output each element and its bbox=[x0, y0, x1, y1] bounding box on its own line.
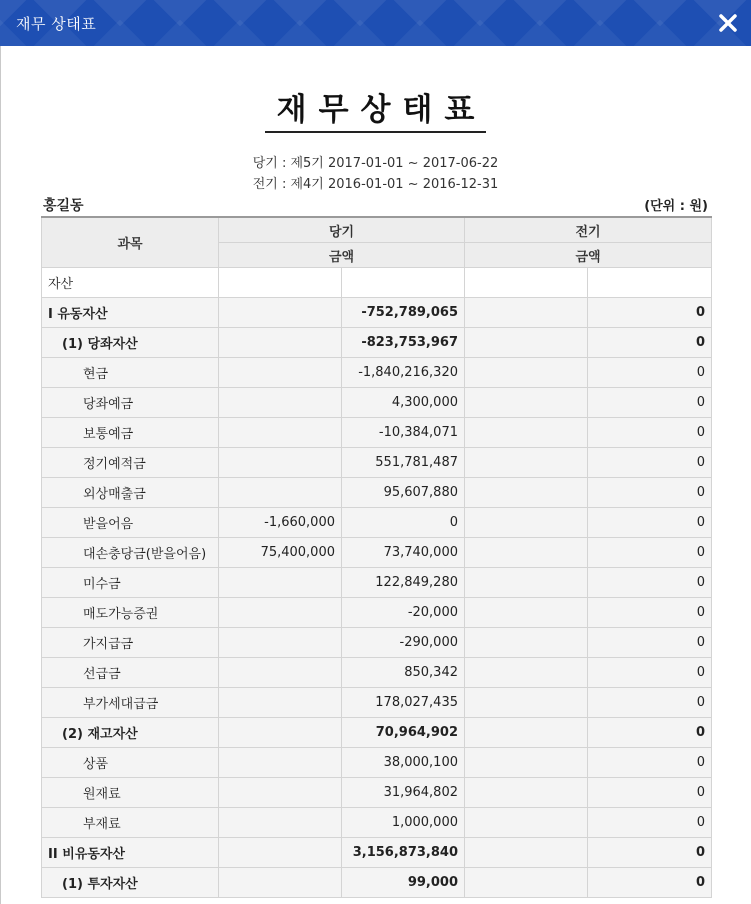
current-sub-amount-cell bbox=[219, 868, 342, 898]
table-row bbox=[42, 868, 712, 898]
prior-amount-cell: 0 bbox=[588, 388, 712, 418]
current-amount-cell: 38,000,100 bbox=[342, 748, 465, 778]
account-name-cell: 가지급금 bbox=[42, 628, 219, 658]
table-row bbox=[42, 538, 712, 568]
account-name-cell: II 비유동자산 bbox=[42, 838, 219, 868]
prior-sub-amount-cell bbox=[465, 448, 588, 478]
current-amount-cell: -10,384,071 bbox=[342, 418, 465, 448]
table-row bbox=[42, 628, 712, 658]
account-name-cell: 부재료 bbox=[42, 808, 219, 838]
prior-amount-cell: 0 bbox=[588, 628, 712, 658]
table-row bbox=[42, 298, 712, 328]
current-amount-cell: 3,156,873,840 bbox=[342, 838, 465, 868]
current-amount-cell: 4,300,000 bbox=[342, 388, 465, 418]
table-row bbox=[42, 838, 712, 868]
prior-amount-cell: 0 bbox=[588, 658, 712, 688]
table-row bbox=[42, 418, 712, 448]
current-amount-cell: 178,027,435 bbox=[342, 688, 465, 718]
current-sub-amount-cell bbox=[219, 658, 342, 688]
window-title: 재무 상태표 bbox=[16, 15, 97, 33]
account-name-cell: 외상매출금 bbox=[42, 478, 219, 508]
current-sub-amount-cell: -1,660,000 bbox=[219, 508, 342, 538]
account-name-cell: (2) 재고자산 bbox=[42, 718, 219, 748]
document-title: 재무상태표 bbox=[265, 84, 487, 133]
balance-sheet-table bbox=[41, 216, 712, 898]
prior-amount-cell: 0 bbox=[588, 748, 712, 778]
prior-sub-amount-cell bbox=[465, 868, 588, 898]
table-row bbox=[42, 598, 712, 628]
prior-sub-amount-cell bbox=[465, 688, 588, 718]
current-period: 당기 : 제5기 2017-01-01 ~ 2017-06-22 bbox=[252, 156, 499, 171]
prior-sub-amount-cell bbox=[465, 748, 588, 778]
current-sub-amount-cell bbox=[219, 748, 342, 778]
prior-sub-amount-cell bbox=[465, 568, 588, 598]
account-name-cell: 자산 bbox=[42, 268, 219, 298]
prior-sub-amount-cell bbox=[465, 598, 588, 628]
current-sub-amount-cell: 75,400,000 bbox=[219, 538, 342, 568]
account-name-cell: 대손충당금(받을어음) bbox=[42, 538, 219, 568]
header-account: 과목 bbox=[42, 217, 219, 268]
prior-sub-amount-cell bbox=[465, 838, 588, 868]
table-row bbox=[42, 808, 712, 838]
current-amount-cell: 73,740,000 bbox=[342, 538, 465, 568]
prior-amount-cell: 0 bbox=[588, 718, 712, 748]
current-sub-amount-cell bbox=[219, 808, 342, 838]
table-row bbox=[42, 328, 712, 358]
current-amount-cell bbox=[342, 268, 465, 298]
prior-amount-cell: 0 bbox=[588, 808, 712, 838]
prior-sub-amount-cell bbox=[465, 478, 588, 508]
current-sub-amount-cell bbox=[219, 478, 342, 508]
prior-sub-amount-cell bbox=[465, 628, 588, 658]
current-sub-amount-cell bbox=[219, 328, 342, 358]
current-amount-cell: 31,964,802 bbox=[342, 778, 465, 808]
prior-amount-cell: 0 bbox=[588, 778, 712, 808]
current-amount-cell: -823,753,967 bbox=[342, 328, 465, 358]
current-amount-cell: 0 bbox=[342, 508, 465, 538]
account-name-cell: 받을어음 bbox=[42, 508, 219, 538]
account-name-cell: 부가세대급금 bbox=[42, 688, 219, 718]
prior-sub-amount-cell bbox=[465, 358, 588, 388]
account-name-cell: I 유동자산 bbox=[42, 298, 219, 328]
prior-sub-amount-cell bbox=[465, 778, 588, 808]
current-amount-cell: -752,789,065 bbox=[342, 298, 465, 328]
table-row bbox=[42, 508, 712, 538]
prior-amount-cell: 0 bbox=[588, 418, 712, 448]
current-sub-amount-cell bbox=[219, 718, 342, 748]
prior-amount-cell: 0 bbox=[588, 448, 712, 478]
prior-amount-cell: 0 bbox=[588, 478, 712, 508]
prior-sub-amount-cell bbox=[465, 658, 588, 688]
current-sub-amount-cell bbox=[219, 358, 342, 388]
current-amount-cell: -1,840,216,320 bbox=[342, 358, 465, 388]
prior-sub-amount-cell bbox=[465, 808, 588, 838]
account-name-cell: (1) 당좌자산 bbox=[42, 328, 219, 358]
account-name-cell: 미수금 bbox=[42, 568, 219, 598]
account-name-cell: (1) 투자자산 bbox=[42, 868, 219, 898]
prior-sub-amount-cell bbox=[465, 298, 588, 328]
period-info bbox=[0, 153, 751, 195]
prior-amount-cell: 0 bbox=[588, 358, 712, 388]
prior-amount-cell: 0 bbox=[588, 328, 712, 358]
current-amount-cell: 70,964,902 bbox=[342, 718, 465, 748]
current-sub-amount-cell bbox=[219, 268, 342, 298]
table-row bbox=[42, 388, 712, 418]
prior-sub-amount-cell bbox=[465, 328, 588, 358]
account-name-cell: 선급금 bbox=[42, 658, 219, 688]
current-sub-amount-cell bbox=[219, 418, 342, 448]
prior-period: 전기 : 제4기 2016-01-01 ~ 2016-12-31 bbox=[252, 177, 499, 192]
current-sub-amount-cell bbox=[219, 628, 342, 658]
current-sub-amount-cell bbox=[219, 838, 342, 868]
current-amount-cell: 1,000,000 bbox=[342, 808, 465, 838]
window-titlebar bbox=[0, 0, 751, 46]
table-row bbox=[42, 568, 712, 598]
table-row bbox=[42, 448, 712, 478]
prior-amount-cell: 0 bbox=[588, 298, 712, 328]
table-row bbox=[42, 268, 712, 298]
current-amount-cell: 95,607,880 bbox=[342, 478, 465, 508]
unit-label: (단위 : 원) bbox=[644, 199, 708, 214]
close-icon[interactable] bbox=[713, 8, 743, 38]
current-amount-cell: 122,849,280 bbox=[342, 568, 465, 598]
table-row bbox=[42, 478, 712, 508]
table-row bbox=[42, 688, 712, 718]
current-sub-amount-cell bbox=[219, 298, 342, 328]
account-name-cell: 정기예적금 bbox=[42, 448, 219, 478]
table-row bbox=[42, 778, 712, 808]
current-amount-cell: -290,000 bbox=[342, 628, 465, 658]
prior-amount-cell: 0 bbox=[588, 838, 712, 868]
current-sub-amount-cell bbox=[219, 568, 342, 598]
company-name: 홍길동 bbox=[43, 198, 84, 214]
document-title-wrap bbox=[0, 84, 751, 133]
account-name-cell: 상품 bbox=[42, 748, 219, 778]
prior-sub-amount-cell bbox=[465, 388, 588, 418]
current-amount-cell: 551,781,487 bbox=[342, 448, 465, 478]
prior-amount-cell: 0 bbox=[588, 508, 712, 538]
account-name-cell: 당좌예금 bbox=[42, 388, 219, 418]
current-sub-amount-cell bbox=[219, 598, 342, 628]
current-sub-amount-cell bbox=[219, 448, 342, 478]
account-name-cell: 원재료 bbox=[42, 778, 219, 808]
table-row bbox=[42, 358, 712, 388]
header-prior-amount: 금액 bbox=[465, 243, 712, 268]
table-row bbox=[42, 718, 712, 748]
header-prior: 전기 bbox=[465, 217, 712, 243]
account-name-cell: 현금 bbox=[42, 358, 219, 388]
account-name-cell: 보통예금 bbox=[42, 418, 219, 448]
header-current: 당기 bbox=[219, 217, 465, 243]
header-current-amount: 금액 bbox=[219, 243, 465, 268]
prior-amount-cell bbox=[588, 268, 712, 298]
account-name-cell: 매도가능증권 bbox=[42, 598, 219, 628]
table-row bbox=[42, 748, 712, 778]
prior-amount-cell: 0 bbox=[588, 538, 712, 568]
prior-sub-amount-cell bbox=[465, 268, 588, 298]
table-body bbox=[42, 268, 712, 898]
current-sub-amount-cell bbox=[219, 688, 342, 718]
table-row bbox=[42, 658, 712, 688]
prior-sub-amount-cell bbox=[465, 538, 588, 568]
prior-sub-amount-cell bbox=[465, 718, 588, 748]
prior-amount-cell: 0 bbox=[588, 688, 712, 718]
current-sub-amount-cell bbox=[219, 778, 342, 808]
current-amount-cell: 99,000 bbox=[342, 868, 465, 898]
current-sub-amount-cell bbox=[219, 388, 342, 418]
prior-amount-cell: 0 bbox=[588, 598, 712, 628]
prior-amount-cell: 0 bbox=[588, 568, 712, 598]
prior-sub-amount-cell bbox=[465, 418, 588, 448]
current-amount-cell: 850,342 bbox=[342, 658, 465, 688]
current-amount-cell: -20,000 bbox=[342, 598, 465, 628]
prior-sub-amount-cell bbox=[465, 508, 588, 538]
prior-amount-cell: 0 bbox=[588, 868, 712, 898]
